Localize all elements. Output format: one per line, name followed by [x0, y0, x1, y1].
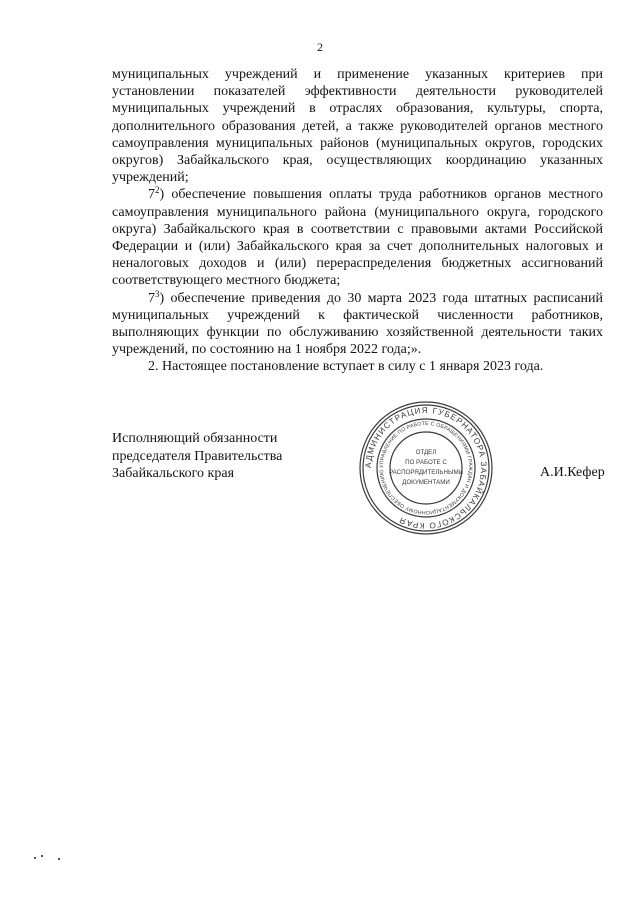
- item-superscript: 3: [155, 288, 160, 299]
- document-body: [112, 66, 603, 376]
- paragraph-text: ) обеспечение повышения оплаты труда работников органов местного самоуправления муниципального района (муниципального округа, городского округа) Забайкальского края в соответствии с правовыми актами Российской Федерации и (или) Забайкальского края за счет дополнительных налоговых и неналоговых доходов и (или) перераспределения бюджетных ассигнований соответствующего местного бюджета;: [112, 187, 603, 289]
- signatory-title: [112, 430, 282, 483]
- seal-center-text: [389, 449, 463, 486]
- page-number: 2: [317, 40, 323, 54]
- svg-text:ПО РАБОТЕ С: ПО РАБОТЕ С: [405, 459, 447, 466]
- paragraph-criteria: [112, 66, 603, 186]
- item-superscript: 2: [155, 185, 160, 196]
- paragraph-text: муниципальных учреждений и применение указанных критериев при установлении показателей эффективности деятельности руководителей муниципальных учреждений в отраслях образования, культуры, спорта, дополнительного образования детей, а также руководителей органов местного самоуправления муниципальных районов (муниципальных округов, городских округов) Забайкальского края, осуществляющих координацию указанных учреждений;: [112, 67, 603, 186]
- seal-inner-text: УПРАВЛЕНИЕ ПО РАБОТЕ С ОБРАЩЕНИЯМИ ГРАЖДАН И ДОКУМЕНТАЦИОННОМУ ОБЕСПЕЧЕНИЮ: [378, 420, 474, 516]
- paragraph-text: ) обеспечение приведения до 30 марта 2023 года штатных расписаний муниципальных учреждений к фактической численности работников, выполняющих функции по обслуживанию хозяйственной деятельности таких учреждений, по состоянию на 1 ноября 2022 года;».: [112, 290, 603, 358]
- item-number: 7: [148, 187, 155, 203]
- paragraph-text: 2. Настоящее постановление вступает в силу с 1 января 2023 года.: [148, 359, 544, 375]
- signatory-title-line: Исполняющий обязанности: [112, 431, 278, 446]
- paragraph-effective-date: [112, 358, 603, 375]
- official-seal-stamp: [355, 397, 497, 539]
- signatory-name: А.И.Кефер: [540, 465, 605, 480]
- seal-outer-text: АДМИНИСТРАЦИЯ ГУБЕРНАТОРА ЗАБАЙКАЛЬСКОГО КРАЯ: [363, 405, 489, 531]
- svg-text:ОТДЕЛ: ОТДЕЛ: [415, 449, 437, 456]
- signatory-title-line: Забайкальского края: [112, 466, 235, 481]
- svg-text:ДОКУМЕНТАМИ: ДОКУМЕНТАМИ: [402, 479, 450, 486]
- paragraph-item-7-3: [112, 290, 603, 359]
- item-number: 7: [148, 290, 155, 306]
- seal-inner-ring: [390, 432, 462, 504]
- svg-text:РАСПОРЯДИТЕЛЬНЫМИ: РАСПОРЯДИТЕЛЬНЫМИ: [388, 469, 464, 476]
- signatory-title-line: председателя Правительства: [112, 448, 283, 464]
- seal-middle-ring: [377, 419, 475, 517]
- paragraph-item-7-2: [112, 186, 603, 289]
